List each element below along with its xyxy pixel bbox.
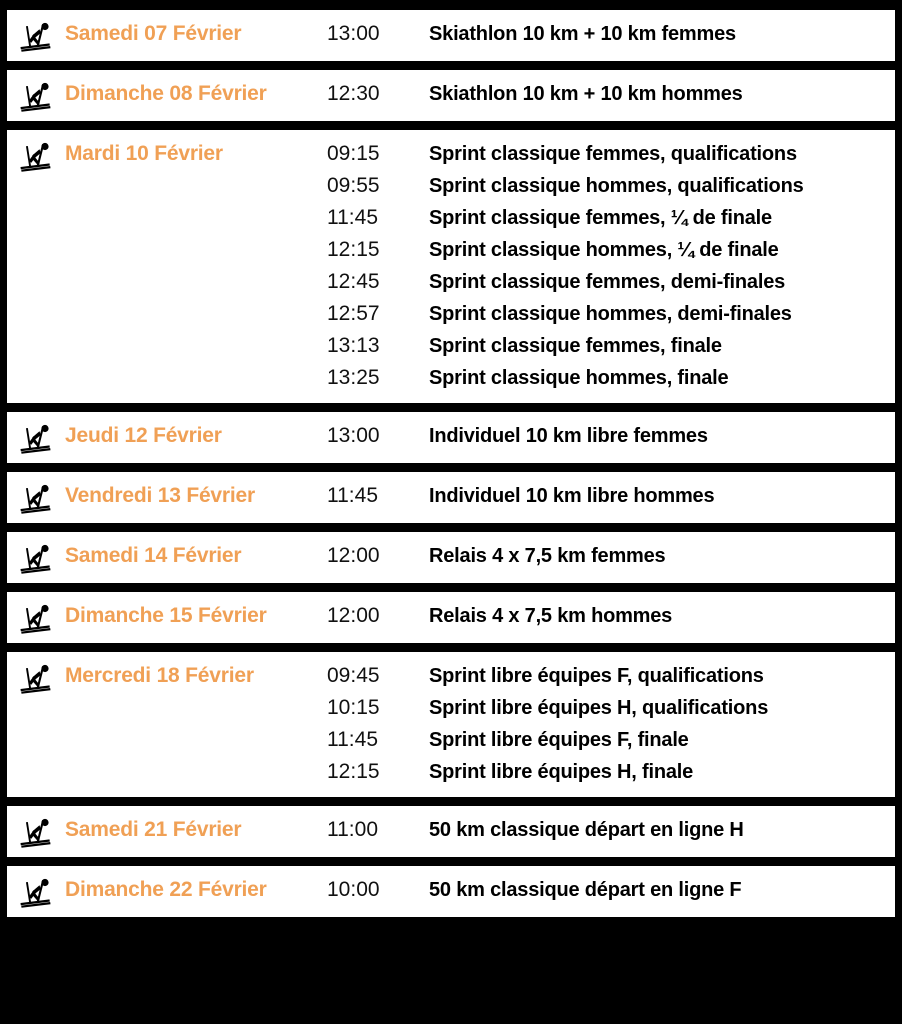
schedule-day-row [7,866,895,917]
schedule-event [327,756,895,788]
event-title: Skiathlon 10 km + 10 km hommes [429,83,743,105]
event-title: Sprint classique hommes, ¼ de finale [429,239,779,261]
event-title: Individuel 10 km libre hommes [429,485,715,507]
event-title: 50 km classique départ en ligne F [429,879,742,901]
event-time: 09:15 [327,142,380,165]
schedule-event [327,78,895,110]
event-time: 12:45 [327,270,380,293]
schedule-event [327,330,895,362]
event-title: Sprint libre équipes F, finale [429,729,689,751]
schedule-event [327,692,895,724]
schedule-day-row [7,532,895,583]
schedule-day-events [327,660,895,788]
event-time: 11:45 [327,206,378,229]
schedule-day-row [7,472,895,523]
schedule-day-date: Mardi 10 Février [65,142,223,165]
schedule-day-date: Dimanche 08 Février [65,82,267,105]
event-time: 09:45 [327,664,380,687]
schedule-event [327,266,895,298]
schedule-day-events [327,78,895,110]
schedule-event [327,298,895,330]
cross-country-skier-icon [7,814,65,848]
schedule-event [327,660,895,692]
schedule-event [327,202,895,234]
event-title: Relais 4 x 7,5 km femmes [429,545,666,567]
schedule-day-row [7,10,895,61]
schedule-day-events [327,814,895,846]
cross-country-skier-icon [7,420,65,454]
event-title: Sprint libre équipes H, qualifications [429,697,769,719]
schedule-day-date: Samedi 07 Février [65,22,242,45]
schedule-day-events [327,480,895,512]
event-time: 12:15 [327,760,380,783]
schedule-event [327,814,895,846]
event-title: Relais 4 x 7,5 km hommes [429,605,673,627]
event-time: 13:00 [327,424,380,447]
event-title: Skiathlon 10 km + 10 km femmes [429,23,736,45]
event-title: Sprint classique femmes, ¼ de finale [429,207,772,229]
schedule-day-date: Vendredi 13 Février [65,484,255,507]
schedule-event [327,18,895,50]
schedule-day-events [327,420,895,452]
event-title: Sprint classique femmes, demi-finales [429,271,786,293]
event-title: Sprint libre équipes H, finale [429,761,694,783]
schedule-day-events [327,874,895,906]
event-time: 11:00 [327,818,378,841]
schedule-day-date: Samedi 14 Février [65,544,242,567]
cross-country-skier-icon [7,138,65,172]
schedule-day-row [7,70,895,121]
schedule-day-date: Jeudi 12 Février [65,424,222,447]
schedule-event [327,362,895,394]
cross-country-skier-icon [7,78,65,112]
event-title: Sprint classique hommes, finale [429,367,729,389]
schedule-day-date: Dimanche 22 Février [65,878,267,901]
schedule-event [327,540,895,572]
cross-country-skier-icon [7,18,65,52]
schedule-day-events [327,138,895,394]
schedule-day-date: Mercredi 18 Février [65,664,254,687]
event-time: 10:00 [327,878,380,901]
event-title: Sprint classique hommes, demi-finales [429,303,792,325]
event-time: 13:25 [327,366,380,389]
event-time: 12:00 [327,544,380,567]
schedule-day-events [327,540,895,572]
event-time: 11:45 [327,728,378,751]
event-title: Sprint libre équipes F, qualifications [429,665,764,687]
schedule-event [327,600,895,632]
event-title: Sprint classique femmes, finale [429,335,722,357]
schedule-day-row [7,592,895,643]
schedule-day-row [7,806,895,857]
schedule-day-row [7,130,895,403]
schedule-day-date: Dimanche 15 Février [65,604,267,627]
schedule-event [327,138,895,170]
event-time: 12:57 [327,302,380,325]
cross-country-skier-icon [7,660,65,694]
event-title: Sprint classique hommes, qualifications [429,175,804,197]
event-time: 13:13 [327,334,380,357]
schedule-event [327,724,895,756]
cross-country-skier-icon [7,540,65,574]
schedule-day-row [7,652,895,797]
cross-country-skier-icon [7,874,65,908]
cross-country-skier-icon [7,480,65,514]
event-time: 12:15 [327,238,380,261]
schedule-day-date: Samedi 21 Février [65,818,242,841]
event-time: 12:00 [327,604,380,627]
schedule-day-events [327,600,895,632]
schedule-event [327,170,895,202]
event-title: Individuel 10 km libre femmes [429,425,708,447]
schedule-event [327,480,895,512]
schedule-event [327,234,895,266]
event-time: 09:55 [327,174,380,197]
event-title: Sprint classique femmes, qualifications [429,143,797,165]
schedule-day-row [7,412,895,463]
cross-country-skier-icon [7,600,65,634]
event-time: 13:00 [327,22,380,45]
event-time: 11:45 [327,484,378,507]
event-time: 10:15 [327,696,380,719]
event-title: 50 km classique départ en ligne H [429,819,744,841]
schedule-event [327,874,895,906]
schedule-event [327,420,895,452]
schedule-day-events [327,18,895,50]
event-time: 12:30 [327,82,380,105]
